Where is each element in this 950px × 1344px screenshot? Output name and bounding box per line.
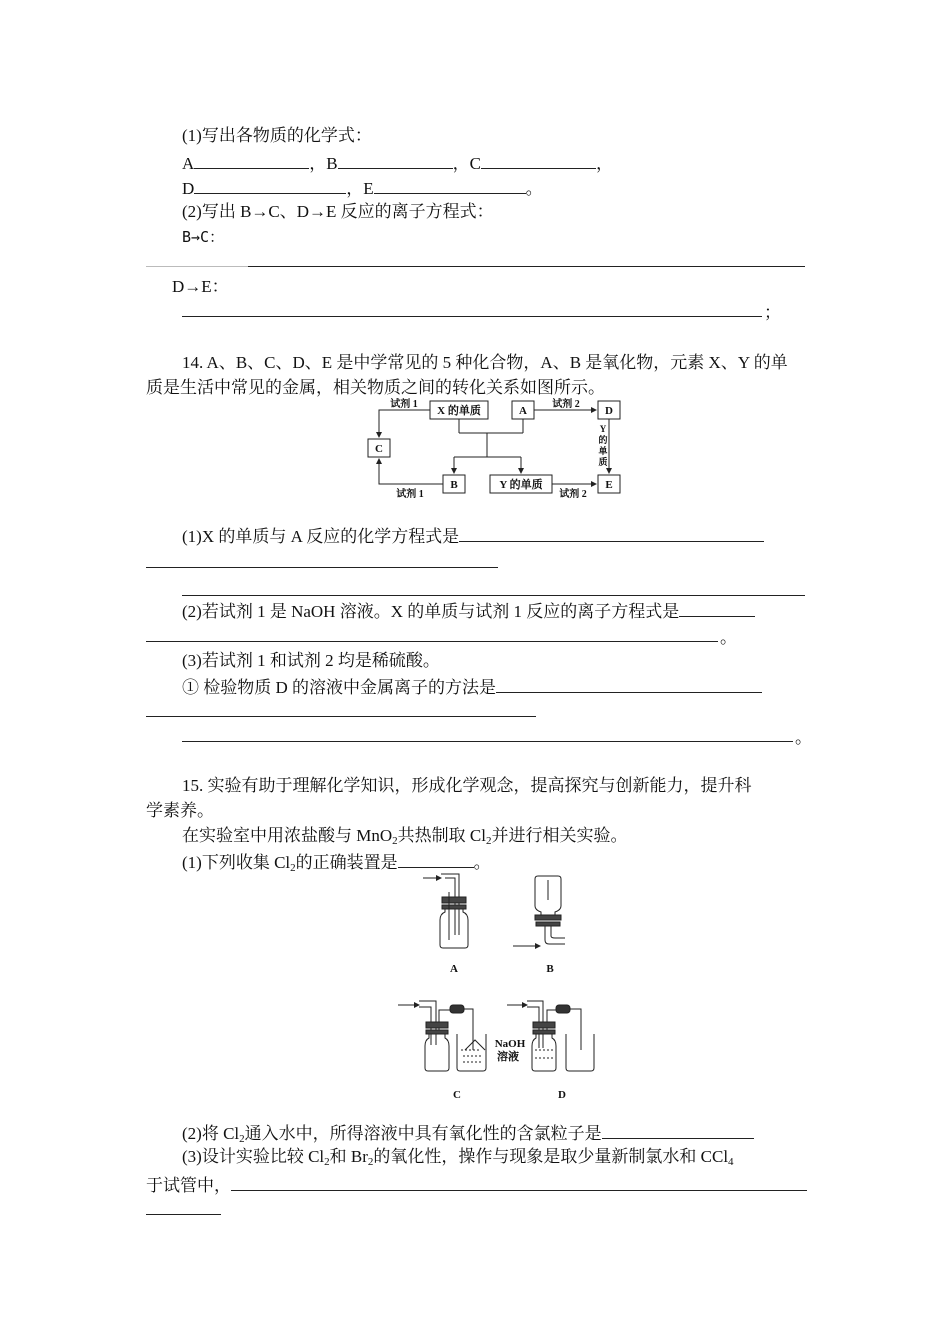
y-vert-1: Y bbox=[599, 424, 607, 434]
q15-part2-sub: 2 bbox=[239, 1133, 245, 1145]
answer-blank-d[interactable] bbox=[194, 176, 346, 194]
q14-part1-line bbox=[182, 524, 764, 548]
q15-intro-1: 15. 实验有助于理解化学知识，形成化学观念，提高探究与创新能力，提升科 bbox=[182, 776, 752, 795]
q13-label-a: A bbox=[182, 154, 195, 173]
y-vert-2: 的 bbox=[598, 435, 608, 445]
y-vert-4: 质 bbox=[598, 457, 608, 467]
apparatus-label-b: B bbox=[546, 963, 554, 975]
answer-blank-q14-3[interactable] bbox=[496, 675, 762, 693]
q15-intro-3-sub: 2 bbox=[392, 835, 398, 847]
answer-line-q14-1c[interactable] bbox=[182, 595, 805, 596]
reagent2-bottom: 试剂 2 bbox=[559, 489, 587, 500]
apparatus-a bbox=[423, 874, 468, 948]
q15-part2-b: 通入水中，所得溶液中具有氧化性的含氯粒子是 bbox=[244, 1124, 602, 1143]
q15-intro-3a: 在实验室中用浓盐酸与 MnO bbox=[182, 826, 393, 845]
q13-label-c-end: ， bbox=[595, 154, 613, 173]
q13-part2: (2)写出 B→C、D→E 反应的离子方程式： bbox=[182, 202, 494, 221]
apparatus-label-a: A bbox=[450, 963, 458, 975]
apparatus-d bbox=[507, 1001, 594, 1071]
answer-blank-a[interactable] bbox=[194, 151, 309, 169]
q14-part3: (3)若试剂 1 和试剂 2 均是稀硫酸。 bbox=[182, 651, 440, 670]
q13-label-c: ，C bbox=[452, 154, 481, 173]
q13-abc-line bbox=[182, 151, 613, 175]
apparatus-c bbox=[398, 1001, 486, 1071]
q13-semicolon: ； bbox=[764, 303, 781, 322]
q13-label-e-end: 。 bbox=[525, 179, 543, 198]
q15-part1-b: 的正确装置是 bbox=[295, 853, 398, 872]
answer-blank-q15-3[interactable] bbox=[231, 1173, 807, 1191]
q15-part2-a: (2)将 Cl bbox=[182, 1124, 240, 1143]
reagent1-top: 试剂 1 bbox=[390, 399, 418, 410]
y-vert-3: 单 bbox=[598, 446, 608, 456]
q15-part2-line bbox=[182, 1121, 754, 1145]
q13-part1: (1)写出各物质的化学式： bbox=[182, 126, 372, 145]
answer-line-q14-3c[interactable] bbox=[182, 741, 793, 742]
q15-part3-c: 的氧化性，操作与现象是取少量新制氯水和 CCl bbox=[373, 1147, 729, 1166]
q15-part3-sub3: 4 bbox=[728, 1156, 734, 1168]
gas-collection-apparatus bbox=[395, 870, 595, 1110]
answer-blank-q15-1[interactable] bbox=[398, 850, 474, 868]
reagent1-bottom: 试剂 1 bbox=[396, 489, 424, 500]
label-b: B bbox=[450, 479, 458, 491]
answer-blank-q14-2[interactable] bbox=[679, 599, 755, 617]
q13-label-b: ，B bbox=[309, 154, 338, 173]
q13-label-d: D bbox=[182, 179, 195, 198]
q15-intro-3-sub2: 2 bbox=[485, 835, 492, 847]
faint-rule bbox=[146, 266, 248, 267]
q15-part3-sub2: 2 bbox=[367, 1156, 374, 1168]
q14-intro-2: 质是生活中常见的金属，相关物质之间的转化关系如图所示。 bbox=[146, 378, 605, 397]
q13-bc-label: B→C： bbox=[182, 228, 225, 246]
q15-part3-d: 于试管中， bbox=[146, 1176, 231, 1195]
q14-part3-1-line bbox=[182, 675, 762, 699]
answer-line-de[interactable] bbox=[182, 316, 762, 317]
answer-line-bc[interactable] bbox=[248, 266, 805, 267]
q15-part1-a: (1)下列收集 Cl bbox=[182, 853, 291, 872]
label-y-single: Y 的单质 bbox=[499, 479, 543, 491]
label-e: E bbox=[605, 479, 613, 491]
q14-intro-1: 14. A、B、C、D、E 是中学常见的 5 种化合物，A、B 是氧化物，元素 X、Y 的单 bbox=[182, 353, 788, 372]
q15-intro-3c: 并进行相关实验。 bbox=[491, 826, 628, 845]
q15-intro-3 bbox=[182, 825, 627, 847]
q15-part3-cont bbox=[146, 1173, 807, 1197]
apparatus-b bbox=[513, 876, 565, 946]
q15-intro-2: 学素养。 bbox=[146, 801, 214, 820]
answer-line-q14-3b[interactable] bbox=[146, 716, 536, 717]
q13-de-line bbox=[182, 176, 543, 200]
apparatus-label-c: C bbox=[453, 1089, 461, 1101]
q14-part2-line bbox=[182, 599, 755, 623]
q14-part1: (1)X 的单质与 A 反应的化学方程式是 bbox=[182, 527, 460, 546]
naoh-label-1: NaOH bbox=[494, 1038, 526, 1050]
label-c: C bbox=[375, 443, 383, 455]
q15-part3-b: 和 Br bbox=[329, 1147, 368, 1166]
answer-line-q14-1b[interactable] bbox=[146, 567, 498, 568]
answer-line-q14-2b[interactable] bbox=[146, 641, 718, 642]
reagent2-top: 试剂 2 bbox=[552, 399, 580, 410]
q15-intro-3b: 共热制取 Cl bbox=[397, 826, 486, 845]
q14-part3-end: 。 bbox=[795, 728, 812, 747]
q14-part2: (2)若试剂 1 是 NaOH 溶液。X 的单质与试剂 1 反应的离子方程式是 bbox=[182, 602, 680, 621]
q14-part3-1: ① 检验物质 D 的溶液中金属离子的方法是 bbox=[182, 678, 497, 697]
q13-de-label: D→E： bbox=[172, 277, 229, 296]
q14-part2-end: 。 bbox=[720, 628, 737, 647]
q14-conversion-diagram bbox=[360, 397, 630, 501]
label-a: A bbox=[519, 405, 527, 417]
answer-blank-b[interactable] bbox=[338, 151, 453, 169]
label-x-single: X 的单质 bbox=[437, 405, 481, 417]
q15-part1-sub: 2 bbox=[290, 862, 296, 874]
answer-blank-c[interactable] bbox=[481, 151, 596, 169]
q15-part3-line bbox=[182, 1146, 734, 1168]
q13-label-e: ，E bbox=[346, 179, 374, 198]
apparatus-label-d: D bbox=[558, 1089, 566, 1101]
q15-part3-a: (3)设计实验比较 Cl bbox=[182, 1147, 325, 1166]
naoh-label-2: 溶液 bbox=[497, 1051, 519, 1063]
answer-blank-q15-2[interactable] bbox=[602, 1121, 754, 1139]
answer-blank-e[interactable] bbox=[374, 176, 526, 194]
q15-part1-end: 。 bbox=[473, 853, 491, 872]
answer-line-q15-3b[interactable] bbox=[146, 1214, 221, 1215]
answer-blank-q14-1[interactable] bbox=[459, 524, 764, 542]
label-d: D bbox=[605, 405, 613, 417]
q15-part3-sub1: 2 bbox=[324, 1156, 330, 1168]
